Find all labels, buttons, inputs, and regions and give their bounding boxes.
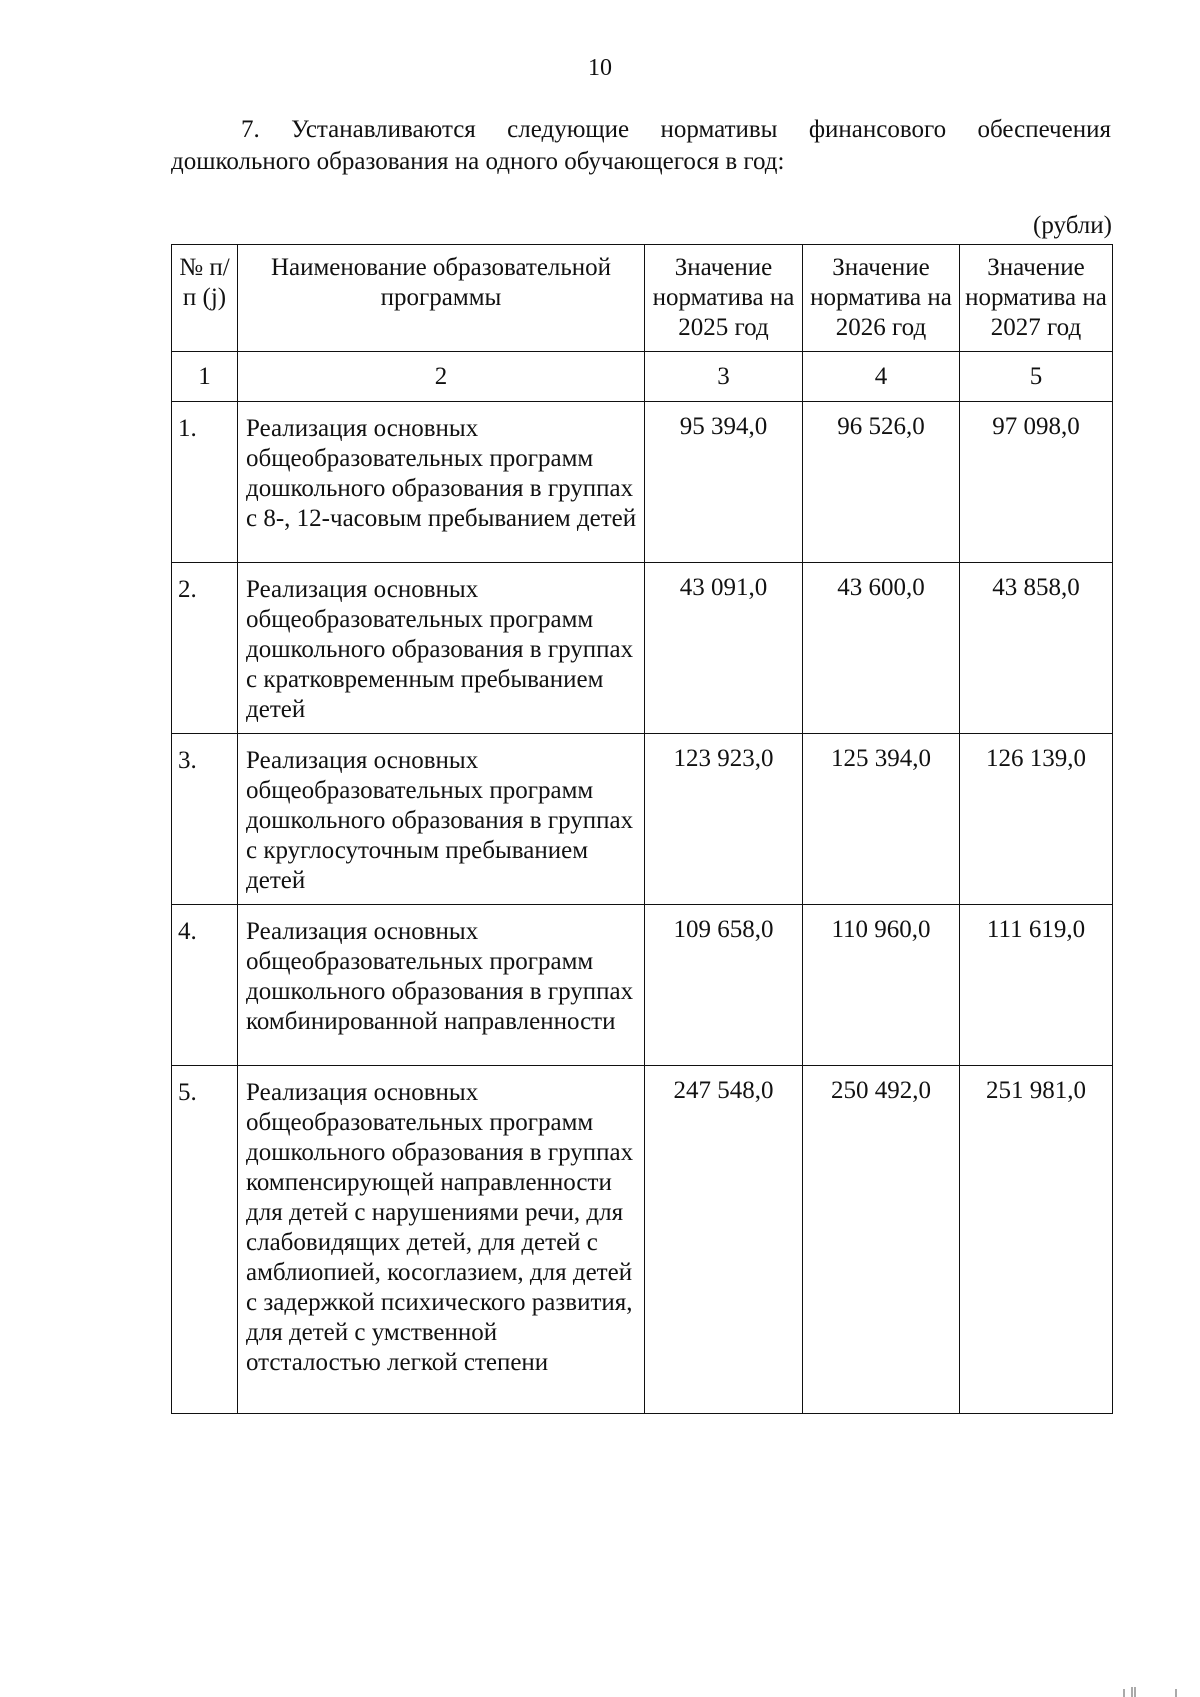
page-number: 10	[588, 55, 612, 81]
table-row	[172, 905, 1113, 1066]
value-2027: 251 981,0	[960, 1066, 1113, 1414]
value-2026: 125 394,0	[803, 734, 960, 905]
table-header-row	[172, 245, 1113, 352]
value-2027: 97 098,0	[960, 402, 1113, 563]
program-name: Реализация основных общеобразовательных программ дошкольного образования в группах с кратковременным пребыванием детей	[238, 563, 645, 734]
row-number: 4.	[172, 905, 238, 1066]
header-value-2027: Значение норматива на 2027 год	[960, 245, 1113, 352]
value-2025: 123 923,0	[645, 734, 803, 905]
table-row	[172, 402, 1113, 563]
value-2027: 126 139,0	[960, 734, 1113, 905]
table-row	[172, 1066, 1113, 1414]
scan-marks	[1120, 1687, 1180, 1697]
program-name: Реализация основных общеобразовательных программ дошкольного образования в группах с круглосуточным пребыванием детей	[238, 734, 645, 905]
column-number: 4	[803, 352, 960, 402]
units-label: (рубли)	[1033, 212, 1112, 239]
row-number: 3.	[172, 734, 238, 905]
value-2026: 96 526,0	[803, 402, 960, 563]
value-2026: 110 960,0	[803, 905, 960, 1066]
row-number: 5.	[172, 1066, 238, 1414]
header-value-2025: Значение норматива на 2025 год	[645, 245, 803, 352]
table-row	[172, 563, 1113, 734]
row-number: 2.	[172, 563, 238, 734]
header-number: № п/п (j)	[172, 245, 238, 352]
value-2026: 250 492,0	[803, 1066, 960, 1414]
column-number-row	[172, 352, 1113, 402]
value-2025: 109 658,0	[645, 905, 803, 1066]
column-number: 2	[238, 352, 645, 402]
intro-paragraph	[171, 114, 1111, 178]
intro-line-1: 7. Устанавливаются следующие нормативы финансового обеспечения	[241, 116, 1111, 143]
program-name: Реализация основных общеобразовательных программ дошкольного образования в группах компенсирующей направленности для детей с нарушениями речи, для слабовидящих детей, для детей с амблиопией, косоглазием, для детей с задержкой психического развития, для детей с умственной отсталостью легкой степени	[238, 1066, 645, 1414]
column-number: 3	[645, 352, 803, 402]
header-program-name: Наименование образовательной программы	[238, 245, 645, 352]
value-2027: 43 858,0	[960, 563, 1113, 734]
table-row	[172, 734, 1113, 905]
value-2025: 247 548,0	[645, 1066, 803, 1414]
program-name: Реализация основных общеобразовательных программ дошкольного образования в группах комбинированной направленности	[238, 905, 645, 1066]
standards-table-wrapper	[171, 244, 1113, 1414]
intro-line-2: дошкольного образования на одного обучающегося в год:	[171, 148, 785, 175]
standards-table	[171, 244, 1113, 1414]
column-number: 5	[960, 352, 1113, 402]
value-2027: 111 619,0	[960, 905, 1113, 1066]
row-number: 1.	[172, 402, 238, 563]
header-value-2026: Значение норматива на 2026 год	[803, 245, 960, 352]
column-number: 1	[172, 352, 238, 402]
value-2026: 43 600,0	[803, 563, 960, 734]
program-name: Реализация основных общеобразовательных программ дошкольного образования в группах с 8-, 12-часовым пребыванием детей	[238, 402, 645, 563]
value-2025: 95 394,0	[645, 402, 803, 563]
value-2025: 43 091,0	[645, 563, 803, 734]
